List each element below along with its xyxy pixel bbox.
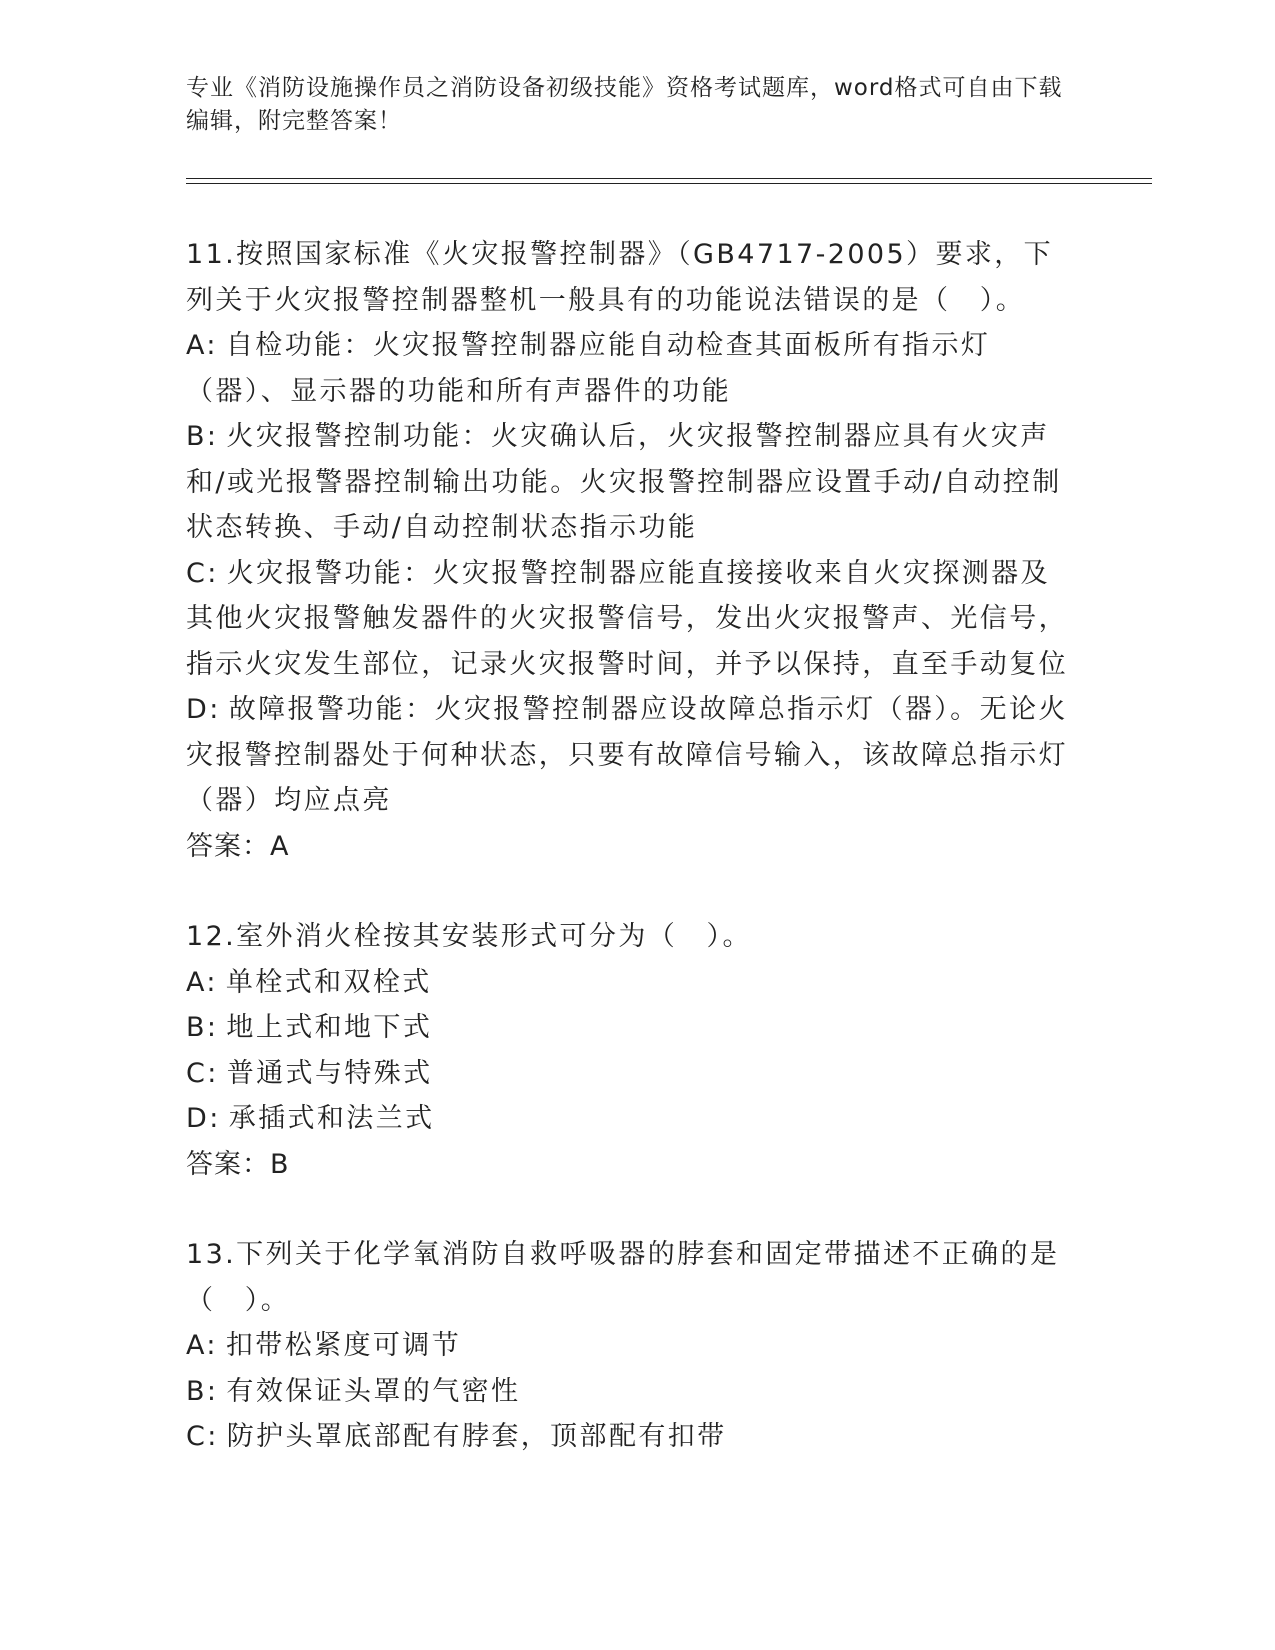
option-a xyxy=(186,323,1076,414)
option-d xyxy=(186,687,1076,824)
option-a xyxy=(186,960,1076,1006)
option-c xyxy=(186,1414,1076,1460)
option-letter: C: xyxy=(186,1421,219,1452)
question-12 xyxy=(186,914,1076,1187)
option-b xyxy=(186,414,1076,551)
answer-line: 答案：B xyxy=(186,1148,290,1180)
option-text: 火灾报警控制功能：火灾确认后，火灾报警控制器应具有火灾声和/或光报警器控制输出功能。火灾报警控制器应设置手动/自动控制状态转换、手动/自动控制状态指示功能 xyxy=(186,421,1062,543)
option-c xyxy=(186,1051,1076,1097)
option-letter: A: xyxy=(186,1330,218,1361)
question-spacer xyxy=(186,869,1076,914)
option-text: 地上式和地下式 xyxy=(226,1012,433,1043)
header-text: 专业《消防设施操作员之消防设备初级技能》资格考试题库，word格式可自由下载编辑，附完整答案！ xyxy=(186,75,1063,134)
option-letter: B: xyxy=(186,1012,219,1043)
option-letter: A: xyxy=(186,966,218,998)
option-letter: D: xyxy=(186,694,221,725)
document-header xyxy=(186,72,1086,138)
option-text: 火灾报警功能：火灾报警控制器应能直接接收来自火灾探测器及其他火灾报警触发器件的火灾报警信号，发出火灾报警声、光信号，指示火灾发生部位，记录火灾报警时间，并予以保持，直至手动复位 xyxy=(186,557,1068,680)
option-letter: B: xyxy=(186,421,219,452)
option-text: 防护头罩底部配有脖套，顶部配有扣带 xyxy=(226,1421,727,1452)
question-list xyxy=(186,232,1076,1460)
option-text: 故障报警功能：火灾报警控制器应设故障总指示灯（器）。无论火灾报警控制器处于何种状态，只要有故障信号输入，该故障总指示灯（器）均应点亮 xyxy=(186,694,1068,816)
option-letter: D: xyxy=(186,1103,221,1134)
option-letter: B: xyxy=(186,1375,219,1407)
header-divider-top xyxy=(186,178,1152,179)
option-text: 有效保证头罩的气密性 xyxy=(226,1375,521,1407)
option-text: 扣带松紧度可调节 xyxy=(225,1330,462,1361)
option-b xyxy=(186,1005,1076,1051)
question-stem: 12.室外消火栓按其安装形式可分为（ ）。 xyxy=(186,921,752,952)
question-stem: 13.下列关于化学氧消防自救呼吸器的脖套和固定带描述不正确的是（ ）。 xyxy=(186,1239,1060,1316)
question-spacer xyxy=(186,1187,1076,1232)
option-text: 承插式和法兰式 xyxy=(228,1103,435,1134)
question-stem: 11.按照国家标准《火灾报警控制器》（GB4717-2005）要求，下列关于火灾报警控制器整机一般具有的功能说法错误的是（ ）。 xyxy=(186,239,1054,316)
option-text: 自检功能：火灾报警控制器应能自动检查其面板所有指示灯（器）、显示器的功能和所有声器件的功能 xyxy=(186,330,991,407)
option-b xyxy=(186,1369,1076,1415)
question-11 xyxy=(186,232,1076,869)
question-13 xyxy=(186,1232,1076,1460)
option-letter: C: xyxy=(186,1057,219,1089)
option-a xyxy=(186,1323,1076,1369)
option-text: 普通式与特殊式 xyxy=(226,1057,433,1089)
option-d xyxy=(186,1096,1076,1142)
header-divider-bottom xyxy=(186,183,1152,184)
option-letter: A: xyxy=(186,330,218,361)
option-c xyxy=(186,551,1076,688)
answer-line: 答案：A xyxy=(186,830,290,862)
option-text: 单栓式和双栓式 xyxy=(225,966,432,998)
option-letter: C: xyxy=(186,557,219,589)
